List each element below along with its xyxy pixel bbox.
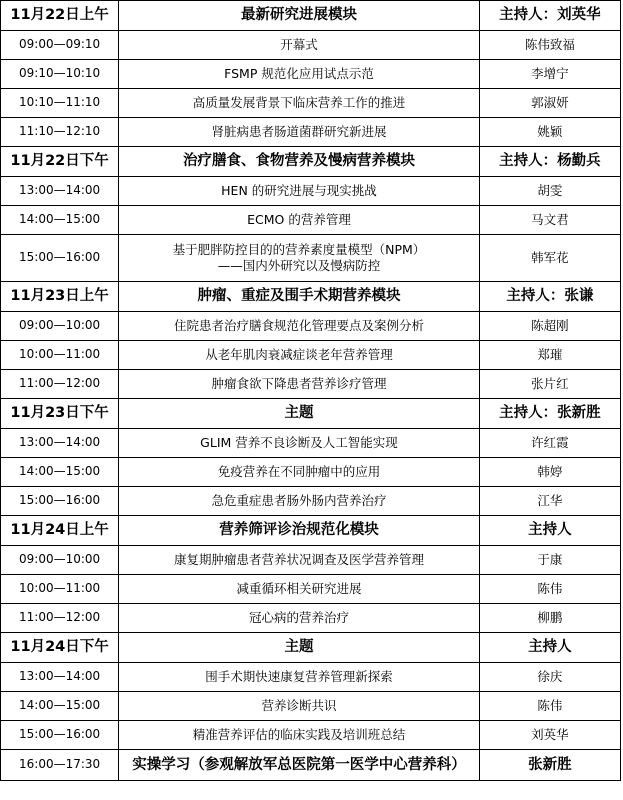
section-header-row	[1, 1, 621, 31]
topic-line-1: 基于肥胖防控目的的营养素度量模型（NPM）	[172, 242, 426, 257]
host-cell: 韩婷	[479, 458, 620, 487]
time-cell: 09:00—10:00	[1, 546, 119, 575]
host-cell: 江华	[479, 487, 620, 516]
topic-cell: 住院患者治疗膳食规范化管理要点及案例分析	[119, 312, 480, 341]
time-cell: 09:00—09:10	[1, 31, 119, 60]
host-cell: 李增宁	[479, 60, 620, 89]
time-cell: 15:00—16:00	[1, 487, 119, 516]
time-cell: 13:00—14:00	[1, 663, 119, 692]
time-cell: 10:00—11:00	[1, 575, 119, 604]
section-header-row	[1, 282, 621, 312]
time-cell: 11月22日上午	[1, 1, 119, 31]
topic-cell: 营养诊断共识	[119, 692, 480, 721]
topic-cell: 精准营养评估的临床实践及培训班总结	[119, 721, 480, 750]
topic-cell: 最新研究进展模块	[119, 1, 480, 31]
table-row	[1, 118, 621, 147]
topic-cell: 肾脏病患者肠道菌群研究新进展	[119, 118, 480, 147]
topic-cell: 康复期肿瘤患者营养状况调查及医学营养管理	[119, 546, 480, 575]
host-cell: 张新胜	[479, 750, 620, 781]
time-cell: 10:10—11:10	[1, 89, 119, 118]
topic-cell: 急危重症患者肠外肠内营养治疗	[119, 487, 480, 516]
time-cell: 10:00—11:00	[1, 341, 119, 370]
host-cell: 许红霞	[479, 429, 620, 458]
topic-cell: 实操学习（参观解放军总医院第一医学中心营养科）	[119, 750, 480, 781]
topic-cell: 营养筛评诊治规范化模块	[119, 516, 480, 546]
host-cell: 郭淑妍	[479, 89, 620, 118]
host-cell: 主持人：张新胜	[479, 399, 620, 429]
topic-cell: 肿瘤食欲下降患者营养诊疗管理	[119, 370, 480, 399]
host-cell: 姚颖	[479, 118, 620, 147]
table-row	[1, 750, 621, 781]
host-cell: 韩军花	[479, 235, 620, 282]
host-cell: 主持人	[479, 633, 620, 663]
table-row	[1, 370, 621, 399]
table-row	[1, 487, 621, 516]
host-cell: 徐庆	[479, 663, 620, 692]
table-row	[1, 177, 621, 206]
section-header-row	[1, 633, 621, 663]
table-row	[1, 89, 621, 118]
topic-cell: 从老年肌肉衰减症谈老年营养管理	[119, 341, 480, 370]
topic-cell: 冠心病的营养治疗	[119, 604, 480, 633]
table-row	[1, 604, 621, 633]
topic-cell: ECMO 的营养管理	[119, 206, 480, 235]
table-row	[1, 206, 621, 235]
time-cell: 11月24日上午	[1, 516, 119, 546]
topic-cell: 围手术期快速康复营养管理新探索	[119, 663, 480, 692]
table-row	[1, 312, 621, 341]
host-cell: 主持人	[479, 516, 620, 546]
table-row	[1, 663, 621, 692]
time-cell: 13:00—14:00	[1, 429, 119, 458]
host-cell: 胡雯	[479, 177, 620, 206]
table-row	[1, 546, 621, 575]
topic-cell: 主题	[119, 399, 480, 429]
time-cell: 13:00—14:00	[1, 177, 119, 206]
time-cell: 15:00—16:00	[1, 235, 119, 282]
section-header-row	[1, 516, 621, 546]
table-row	[1, 60, 621, 89]
host-cell: 刘英华	[479, 721, 620, 750]
topic-cell: 肿瘤、重症及围手术期营养模块	[119, 282, 480, 312]
host-cell: 郑璀	[479, 341, 620, 370]
time-cell: 09:00—10:00	[1, 312, 119, 341]
topic-cell: 免疫营养在不同肿瘤中的应用	[119, 458, 480, 487]
table-row	[1, 575, 621, 604]
topic-cell: HEN 的研究进展与现实挑战	[119, 177, 480, 206]
topic-cell: 高质量发展背景下临床营养工作的推进	[119, 89, 480, 118]
time-cell: 11月24日下午	[1, 633, 119, 663]
time-cell: 14:00—15:00	[1, 692, 119, 721]
topic-cell: 主题	[119, 633, 480, 663]
host-cell: 柳鹏	[479, 604, 620, 633]
table-row	[1, 458, 621, 487]
schedule-body	[1, 1, 621, 781]
table-row	[1, 31, 621, 60]
time-cell: 14:00—15:00	[1, 206, 119, 235]
time-cell: 11月23日上午	[1, 282, 119, 312]
topic-cell: 开幕式	[119, 31, 480, 60]
table-row	[1, 235, 621, 282]
host-cell: 张片红	[479, 370, 620, 399]
time-cell: 11:00—12:00	[1, 370, 119, 399]
time-cell: 14:00—15:00	[1, 458, 119, 487]
table-row	[1, 429, 621, 458]
host-cell: 主持人：张谦	[479, 282, 620, 312]
host-cell: 于康	[479, 546, 620, 575]
topic-cell: GLIM 营养不良诊断及人工智能实现	[119, 429, 480, 458]
topic-cell: FSMP 规范化应用试点示范	[119, 60, 480, 89]
time-cell: 15:00—16:00	[1, 721, 119, 750]
time-cell: 11:10—12:10	[1, 118, 119, 147]
table-row	[1, 341, 621, 370]
section-header-row	[1, 147, 621, 177]
section-header-row	[1, 399, 621, 429]
time-cell: 11月22日下午	[1, 147, 119, 177]
host-cell: 陈伟	[479, 575, 620, 604]
host-cell: 陈伟	[479, 692, 620, 721]
topic-line-2: ——国内外研究以及慢病防控	[217, 258, 381, 273]
time-cell: 09:10—10:10	[1, 60, 119, 89]
host-cell: 马文君	[479, 206, 620, 235]
host-cell: 主持人：刘英华	[479, 1, 620, 31]
time-cell: 11:00—12:00	[1, 604, 119, 633]
host-cell: 陈超刚	[479, 312, 620, 341]
topic-cell: 减重循环相关研究进展	[119, 575, 480, 604]
host-cell: 主持人：杨勤兵	[479, 147, 620, 177]
time-cell: 16:00—17:30	[1, 750, 119, 781]
host-cell: 陈伟致福	[479, 31, 620, 60]
time-cell: 11月23日下午	[1, 399, 119, 429]
table-row	[1, 721, 621, 750]
topic-cell	[119, 235, 480, 282]
topic-cell: 治疗膳食、食物营养及慢病营养模块	[119, 147, 480, 177]
table-row	[1, 692, 621, 721]
